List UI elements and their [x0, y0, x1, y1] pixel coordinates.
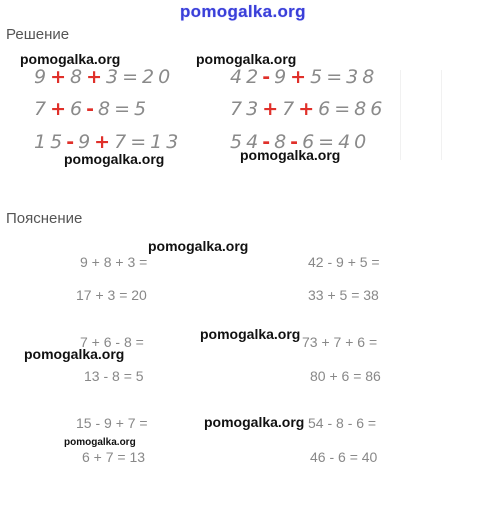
site-logo: pomogalka.org [180, 2, 306, 21]
solution-heading: Решение [6, 26, 70, 43]
explanation-step: 7 + 6 - 8 = [80, 334, 144, 350]
explanation-step: 42 - 9 + 5 = [308, 254, 380, 270]
solution-equation: 7+6-8=5 [34, 98, 151, 120]
explanation-step: 6 + 7 = 13 [82, 449, 146, 465]
explanation-step: 46 - 6 = 40 [310, 449, 378, 465]
solution-equation: 15-9+7=13 [34, 131, 183, 153]
solution-equation: 42-9+5=38 [230, 66, 379, 88]
explanation-step: 13 - 8 = 5 [84, 368, 144, 384]
notebook-grid-fragment [400, 70, 442, 160]
explanation-step: 54 - 8 - 6 = [308, 415, 377, 431]
explanation-step: 80 + 6 = 86 [310, 368, 381, 384]
explanation-step: 33 + 5 = 38 [308, 287, 379, 303]
explanation-heading: Пояснение [6, 210, 83, 227]
watermark: pomogalka.org [148, 238, 249, 254]
explanation-step: 73 + 7 + 6 = [302, 334, 378, 350]
watermark: pomogalka.org [64, 151, 165, 167]
explanation-step: 9 + 8 + 3 = [80, 254, 148, 270]
explanation-step: 15 - 9 + 7 = [76, 415, 148, 431]
watermark: pomogalka.org [200, 326, 301, 342]
watermark: pomogalka.org [196, 51, 297, 67]
watermark: pomogalka.org [240, 147, 341, 163]
solution-equation: 73+7+6=86 [230, 98, 387, 120]
watermark: pomogalka.org [204, 414, 305, 430]
explanation-step: 17 + 3 = 20 [76, 287, 147, 303]
solution-equation: 54-8-6=40 [230, 131, 371, 153]
solution-equation: 9+8+3=20 [34, 66, 175, 88]
watermark: pomogalka.org [24, 346, 125, 362]
watermark: pomogalka.org [64, 437, 136, 448]
watermark: pomogalka.org [20, 51, 121, 67]
